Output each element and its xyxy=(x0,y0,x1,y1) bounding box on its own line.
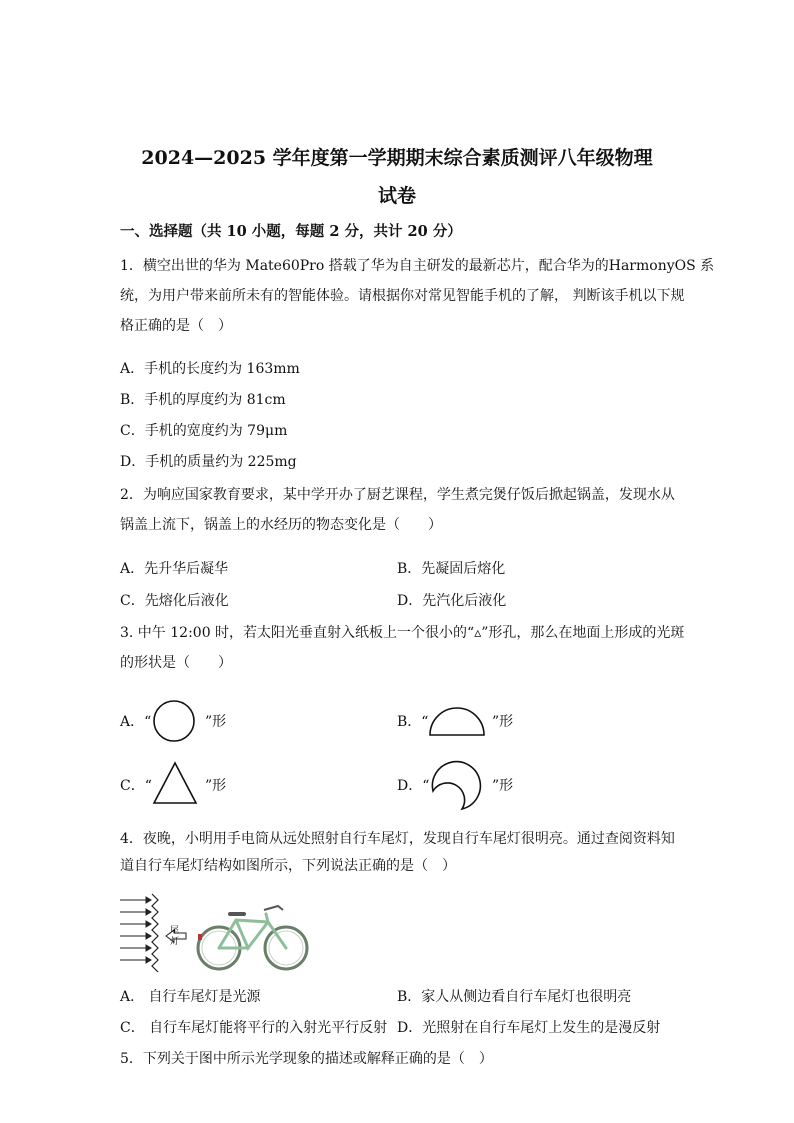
q1-option-c: C．手机的宽度约为 79μm xyxy=(120,423,288,439)
q4-option-c: C． 自行车尾灯能将平行的入射光平行反射 xyxy=(120,1020,388,1036)
q1-stem-line2: 统，为用户带来前所未有的智能体验。请根据你对常见智能手机的了解， 判断该手机以下规 xyxy=(120,288,685,304)
q3-option-d-label: D．“ xyxy=(397,778,430,794)
q3-option-b-label: B．“ xyxy=(397,714,429,730)
q1-option-d: D．手机的质量约为 225mg xyxy=(120,454,297,470)
q3-option-b-suffix: ”形 xyxy=(492,714,514,730)
q3-stem-line1: 3. 中午 12:00 时，若太阳光垂直射入纸板上一个很小的“▵”形孔，那么在地面上形成的光斑 xyxy=(120,625,685,641)
q2-option-b: B．先凝固后熔化 xyxy=(397,561,506,577)
q4-option-d: D．光照射在自行车尾灯上发生的是漫反射 xyxy=(397,1020,661,1036)
q1-stem-line1: 1．横空出世的华为 Mate60Pro 搭载了华为自主研发的最新芯片，配合华为的HarmonyOS 系 xyxy=(120,258,715,274)
q3-stem-line2: 的形状是（ ） xyxy=(120,655,232,671)
q3-option-c-label: C．“ xyxy=(120,778,152,794)
tail-light-label: 尾灯 xyxy=(170,926,180,947)
q1-option-b: B．手机的厚度约为 81cm xyxy=(120,392,286,408)
q2-stem-line2: 锅盖上流下，锅盖上的水经历的物态变化是（ ） xyxy=(120,517,442,533)
section-heading-choice: 一、选择题（共 10 小题，每题 2 分，共计 20 分） xyxy=(120,223,462,240)
q2-option-a: A．先升华后凝华 xyxy=(120,561,229,577)
q5-stem-line1: 5．下列关于图中所示光学现象的描述或解释正确的是（ ） xyxy=(120,1051,493,1067)
q1-stem-line3: 格正确的是（ ） xyxy=(120,318,232,334)
q1-option-a: A．手机的长度约为 163mm xyxy=(120,361,300,377)
q2-stem-line1: 2．为响应国家教育要求，某中学开办了厨艺课程，学生煮完煲仔饭后掀起锅盖，发现水从 xyxy=(120,487,675,503)
triangle-figure-icon xyxy=(151,760,199,806)
q3-option-a-label: A．“ xyxy=(120,714,152,730)
circle-figure-icon xyxy=(152,699,196,743)
q3-option-c-suffix: ”形 xyxy=(205,778,227,794)
q2-option-c: C．先熔化后液化 xyxy=(120,593,229,609)
q4-option-a: A． 自行车尾灯是光源 xyxy=(120,989,261,1005)
semicircle-figure-icon xyxy=(428,705,486,737)
crescent-figure-icon xyxy=(428,757,484,813)
q2-option-d: D．先汽化后液化 xyxy=(397,593,507,609)
q3-option-a-suffix: ”形 xyxy=(205,714,227,730)
q3-option-d-suffix: ”形 xyxy=(492,778,514,794)
q4-stem-line2: 道自行车尾灯结构如图所示，下列说法正确的是（ ） xyxy=(120,858,456,874)
q4-stem-line1: 4．夜晚，小明用手电筒从远处照射自行车尾灯，发现自行车尾灯很明亮。通过查阅资料知 xyxy=(120,831,675,847)
exam-title-line2: 试卷 xyxy=(377,185,416,207)
bicycle-reflector-figure xyxy=(118,892,318,978)
q4-option-b: B．家人从侧边看自行车尾灯也很明亮 xyxy=(397,989,632,1005)
exam-title-line1: 2024—2025 学年度第一学期期末综合素质测评八年级物理 xyxy=(141,147,653,169)
